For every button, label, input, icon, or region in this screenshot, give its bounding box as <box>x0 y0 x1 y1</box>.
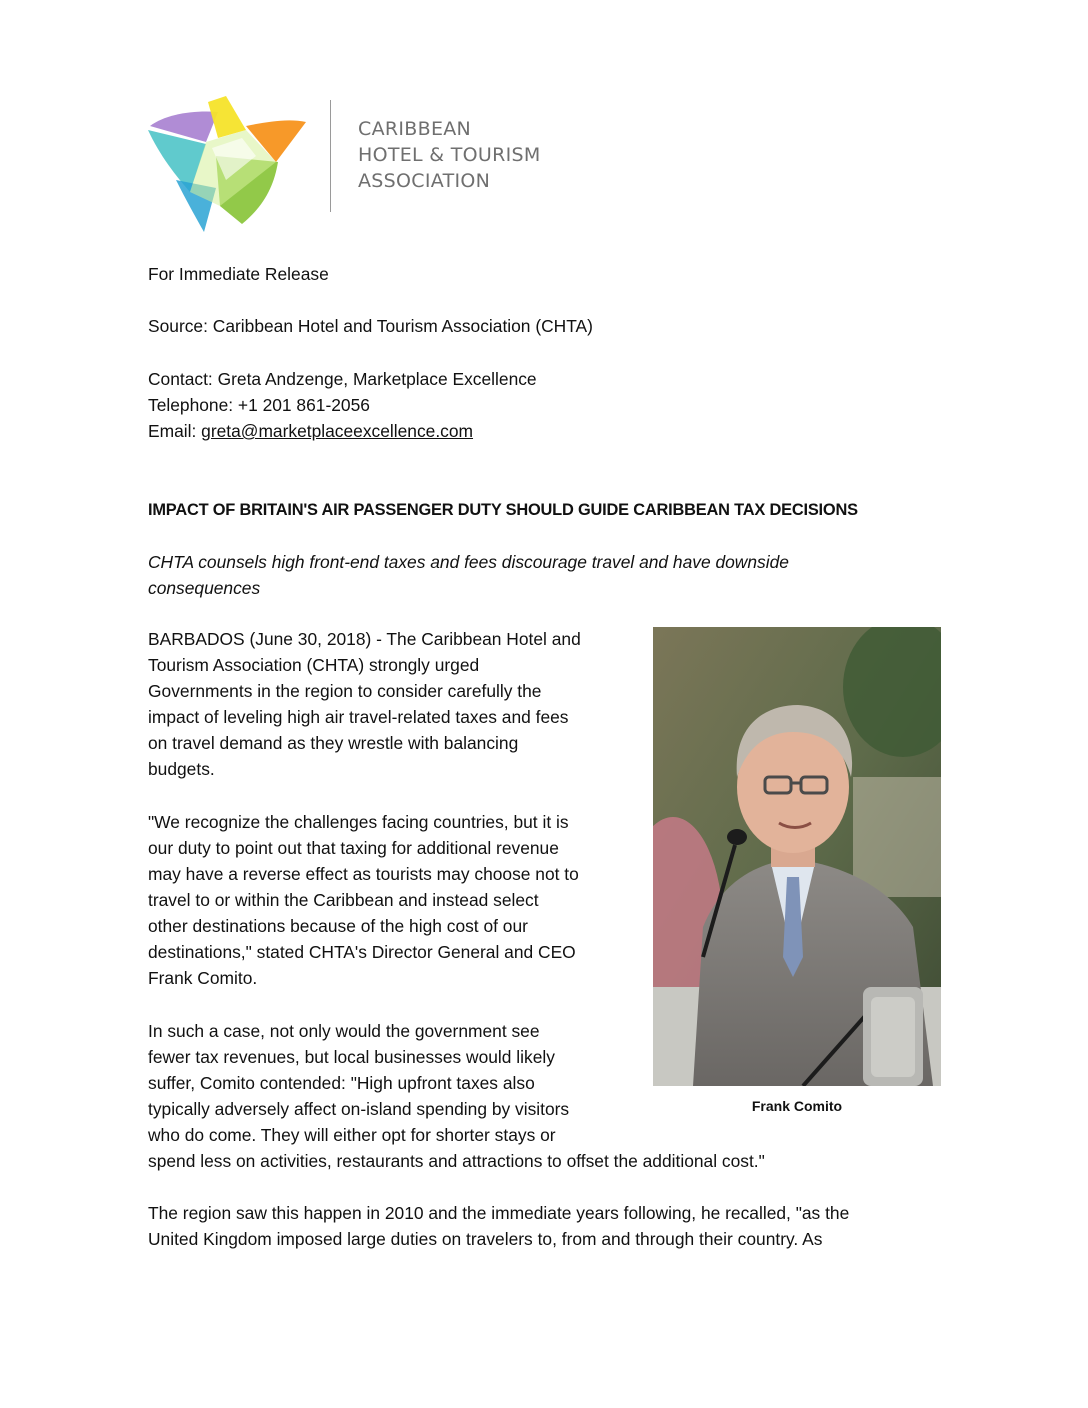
paragraph-line: spend less on activities, restaurants and attractions to offset the additional cost." <box>148 1151 765 1171</box>
paragraph-line: In such a case, not only would the government see <box>148 1021 540 1041</box>
chta-logo <box>146 96 566 236</box>
paragraph-line: fewer tax revenues, but local businesses would likely <box>148 1047 555 1067</box>
telephone-line: Telephone: +1 201 861-2056 <box>148 395 370 415</box>
paragraph-line: typically adversely affect on-island spending by visitors <box>148 1099 570 1119</box>
paragraph-line: other destinations because of the high cost of our <box>148 916 528 936</box>
logo-line-3: ASSOCIATION <box>358 170 491 192</box>
email-label: Email: <box>148 421 202 441</box>
paragraph-line: "We recognize the challenges facing countries, but it is <box>148 812 569 832</box>
paragraph-2 <box>148 809 579 991</box>
paragraph-line: BARBADOS (June 30, 2018) - The Caribbean Hotel and <box>148 629 581 649</box>
subhead-line-1: CHTA counsels high front-end taxes and fees discourage travel and have downside <box>148 552 789 572</box>
email-link[interactable]: greta@marketplaceexcellence.com <box>201 421 474 441</box>
paragraph-line: on travel demand as they wrestle with balancing <box>148 733 519 753</box>
paragraph-1 <box>148 626 581 782</box>
logo-divider <box>330 100 331 212</box>
star-logo-icon <box>146 96 310 234</box>
photo-caption: Frank Comito <box>751 1098 843 1114</box>
headline: IMPACT OF BRITAIN'S AIR PASSENGER DUTY SHOULD GUIDE CARIBBEAN TAX DECISIONS <box>148 501 858 519</box>
paragraph-line: Frank Comito. <box>148 968 258 988</box>
paragraph-line: destinations," stated CHTA's Director General and CEO <box>148 942 576 962</box>
paragraph-line: impact of leveling high air travel-related taxes and fees <box>148 707 569 727</box>
speaker-photo <box>653 627 941 1086</box>
paragraph-4 <box>148 1200 849 1252</box>
paragraph-line: travel to or within the Caribbean and instead select <box>148 890 539 910</box>
paragraph-line: United Kingdom imposed large duties on travelers to, from and through their country. As <box>148 1229 823 1249</box>
paragraph-line: The region saw this happen in 2010 and the immediate years following, he recalled, "as the <box>148 1203 850 1223</box>
logo-line-2: HOTEL & TOURISM <box>358 144 541 166</box>
paragraph-line: suffer, Comito contended: "High upfront taxes also <box>148 1073 535 1093</box>
paragraph-line: budgets. <box>148 759 215 779</box>
subheadline <box>148 549 888 601</box>
paragraph-line: Governments in the region to consider carefully the <box>148 681 542 701</box>
speaker-photo-illustration <box>653 627 941 1086</box>
source-line: Source: Caribbean Hotel and Tourism Association (CHTA) <box>148 316 593 336</box>
logo-line-1: CARIBBEAN <box>358 118 472 140</box>
paragraph-line: who do come. They will either opt for shorter stays or <box>148 1125 556 1145</box>
release-label: For Immediate Release <box>148 264 329 284</box>
logo-wordmark <box>358 116 541 194</box>
subhead-line-2: consequences <box>148 578 261 598</box>
email-line <box>148 418 473 444</box>
paragraph-line: Tourism Association (CHTA) strongly urged <box>148 655 480 675</box>
paragraph-line: may have a reverse effect as tourists may choose not to <box>148 864 579 884</box>
contact-line: Contact: Greta Andzenge, Marketplace Excellence <box>148 369 537 389</box>
paragraph-line: our duty to point out that taxing for additional revenue <box>148 838 559 858</box>
